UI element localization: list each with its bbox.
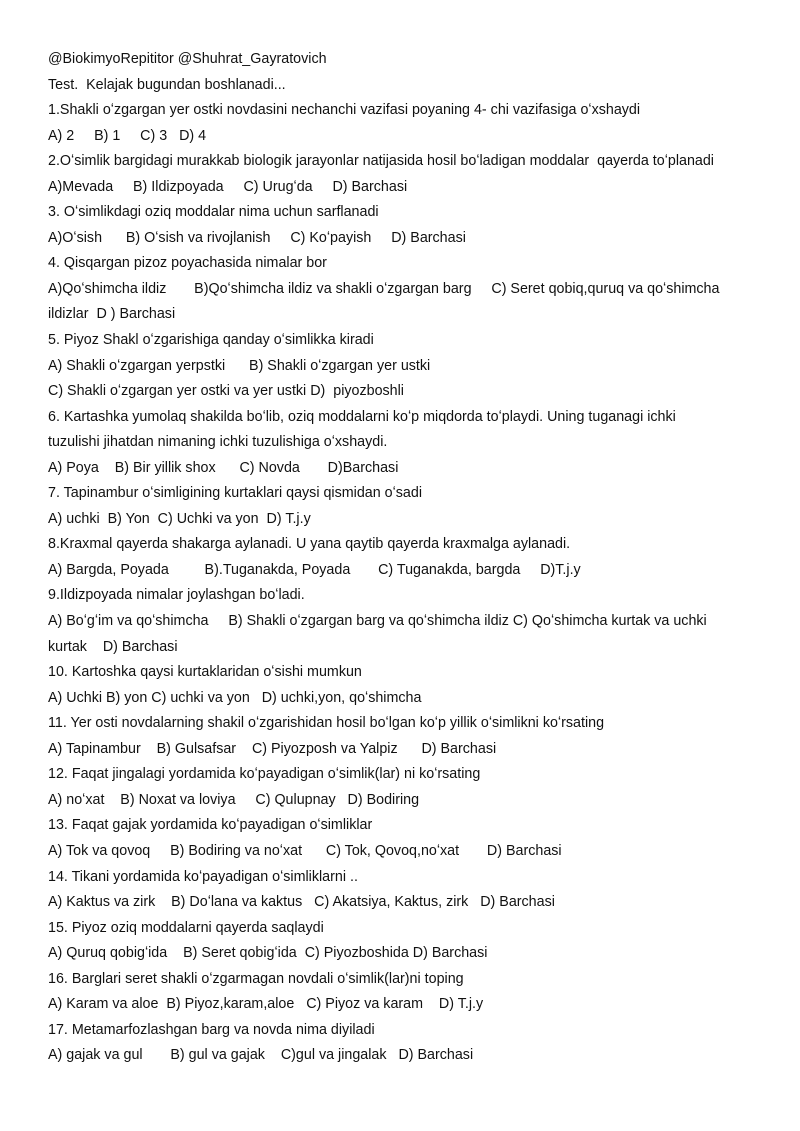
answers-17: A) gajak va gul B) gul va gajak C)gul va jingalak D) Barchasi — [48, 1047, 474, 1064]
answers-9: A) Boʻgʻim va qoʻshimcha B) Shakli oʻzgargan barg va qoʻshimcha ildiz C) Qoʻshimcha kurtak va uchki — [48, 613, 707, 630]
answers-5: A) Shakli oʻzgargan yerpstki B) Shakli oʻzgargan yer ustki — [48, 357, 431, 374]
question-13: 13. Faqat gajak yordamida koʻpayadigan oʻsimliklar — [48, 817, 373, 834]
answers-7: A) uchki B) Yon C) Uchki va yon D) T.j.y — [48, 510, 311, 527]
question-11: 11. Yer osti novdalarning shakil oʻzgarishidan hosil boʻlgan koʻp yillik oʻsimlikni koʻrsating — [48, 715, 605, 732]
answers-16: A) Karam va aloe B) Piyoz,karam,aloe C) Piyoz va karam D) T.j.y — [48, 996, 484, 1013]
question-1: 1.Shakli oʻzgargan yer ostki novdasini nechanchi vazifasi poyaning 4- chi vazifasiga oʻxshaydi — [48, 102, 641, 119]
question-6-cont: tuzulishi jihatdan nimaning ichki tuzulishiga oʻxshaydi. — [48, 434, 388, 451]
answers-13: A) Tok va qovoq B) Bodiring va noʻxat C) Tok, Qovoq,noʻxat D) Barchasi — [48, 842, 562, 859]
test-title: Test. Kelajak bugundan boshlanadi... — [48, 76, 286, 93]
question-9: 9.Ildizpoyada nimalar joylashgan boʻladi. — [48, 587, 305, 604]
answers-11: A) Tapinambur B) Gulsafsar C) Piyozposh va Yalpiz D) Barchasi — [48, 740, 497, 757]
answers-10: A) Uchki B) yon C) uchki va yon D) uchki,yon, qoʻshimcha — [48, 689, 422, 706]
question-5: 5. Piyoz Shakl oʻzgarishiga qanday oʻsimlikka kiradi — [48, 332, 374, 349]
answers-4-cont: ildizlar D ) Barchasi — [48, 306, 176, 323]
answers-14: A) Kaktus va zirk B) Doʻlana va kaktus C) Akatsiya, Kaktus, zirk D) Barchasi — [48, 894, 555, 911]
answers-6: A) Poya B) Bir yillik shox C) Novda D)Barchasi — [48, 459, 399, 476]
question-7: 7. Tapinambur oʻsimligining kurtaklari qaysi qismidan oʻsadi — [48, 485, 423, 502]
question-14: 14. Tikani yordamida koʻpayadigan oʻsimliklarni .. — [48, 868, 358, 885]
question-12: 12. Faqat jingalagi yordamida koʻpayadigan oʻsimlik(lar) ni koʻrsating — [48, 766, 481, 783]
author-handles: @BiokimyoRepititor @Shuhrat_Gayratovich — [48, 51, 327, 67]
answers-3: A)Oʻsish B) Oʻsish va rivojlanish C) Koʻpayish D) Barchasi — [48, 229, 466, 246]
answers-8: A) Bargda, Poyada B).Tuganakda, Poyada C) Tuganakda, bargda D)T.j.y — [48, 561, 581, 578]
question-2: 2.Oʻsimlik bargidagi murakkab biologik jarayonlar natijasida hosil boʻladigan moddalar qayerda toʻplanadi — [48, 153, 714, 170]
answers-12: A) noʻxat B) Noxat va loviya C) Qulupnay D) Bodiring — [48, 791, 420, 808]
question-4: 4. Qisqargan pizoz poyachasida nimalar bor — [48, 255, 327, 272]
answers-1: A) 2 B) 1 C) 3 D) 4 — [48, 127, 207, 144]
question-15: 15. Piyoz oziq moddalarni qayerda saqlaydi — [48, 919, 324, 936]
question-3: 3. Oʻsimlikdagi oziq moddalar nima uchun sarflanadi — [48, 204, 379, 221]
answers-4: A)Qoʻshimcha ildiz B)Qoʻshimcha ildiz va shakli oʻzgargan barg C) Seret qobiq,quruq va qoʻshimcha — [48, 280, 720, 297]
answers-15: A) Quruq qobigʻida B) Seret qobigʻida C) Piyozboshida D) Barchasi — [48, 945, 488, 962]
question-17: 17. Metamarfozlashgan barg va novda nima diyiladi — [48, 1021, 375, 1038]
question-16: 16. Barglari seret shakli oʻzgarmagan novdali oʻsimlik(lar)ni toping — [48, 970, 464, 987]
text-body — [48, 47, 768, 1069]
question-8: 8.Kraxmal qayerda shakarga aylanadi. U yana qaytib qayerda kraxmalga aylanadi. — [48, 536, 571, 553]
question-10: 10. Kartoshka qaysi kurtaklaridan oʻsishi mumkun — [48, 664, 362, 681]
question-6: 6. Kartashka yumolaq shakilda boʻlib, oziq moddalarni koʻp miqdorda toʻplaydi. Uning tuganagi ichki — [48, 408, 676, 425]
answers-9-cont: kurtak D) Barchasi — [48, 638, 178, 655]
answers-2: A)Mevada B) Ildizpoyada C) Urugʻda D) Barchasi — [48, 178, 408, 195]
answers-5-cont: C) Shakli oʻzgargan yer ostki va yer ustki D) piyozboshli — [48, 383, 404, 400]
